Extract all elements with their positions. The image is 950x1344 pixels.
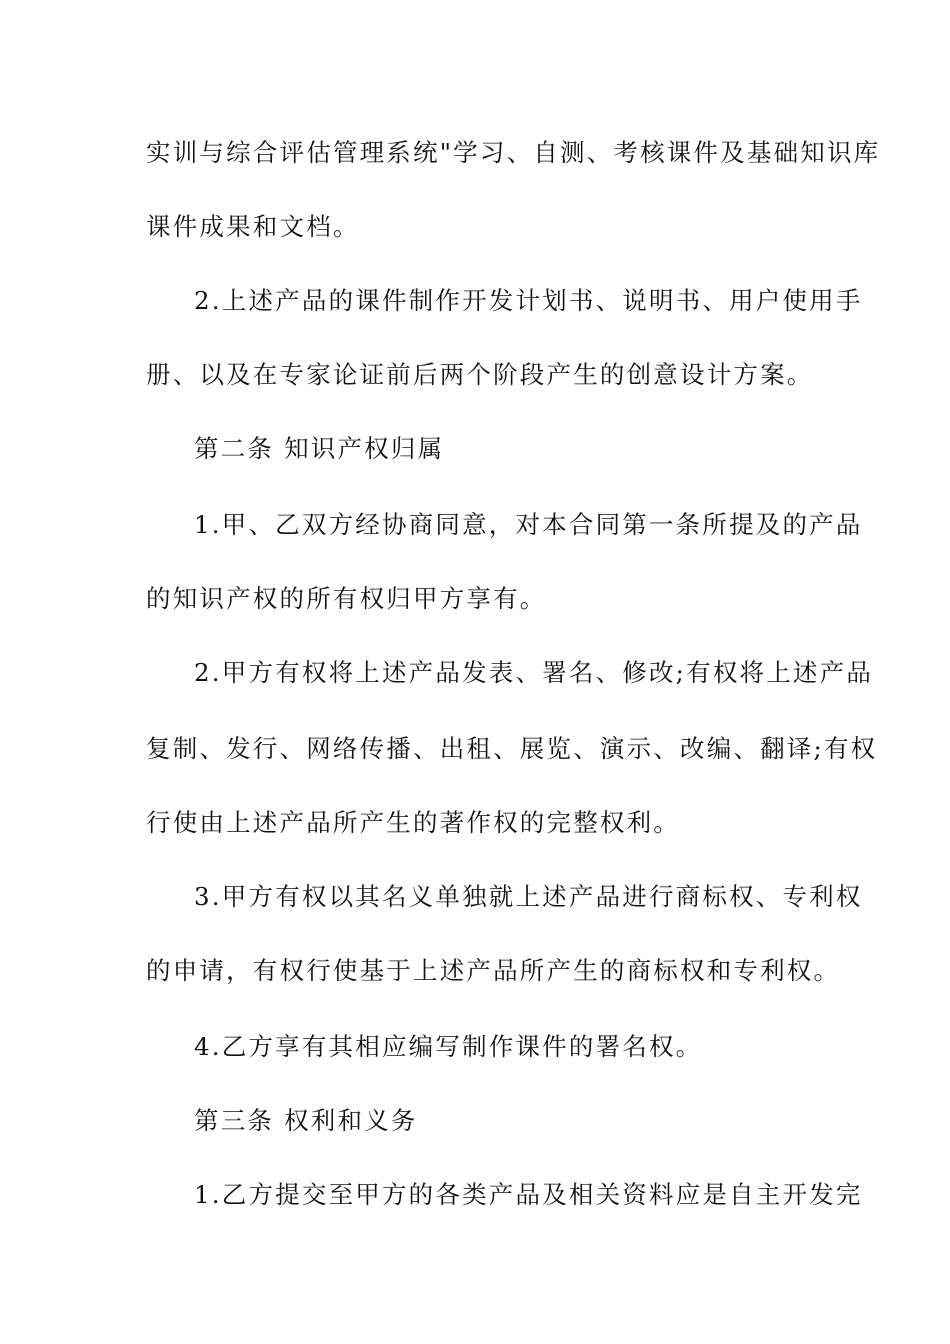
section-heading: 第二条 知识产权归属 bbox=[194, 434, 445, 463]
text-line: 复制、发行、网络传播、出租、展览、演示、改编、翻译;有权 bbox=[146, 734, 878, 763]
text-line: 册、以及在专家论证前后两个阶段产生的创意设计方案。 bbox=[146, 360, 814, 389]
section-heading: 第三条 权利和义务 bbox=[194, 1106, 418, 1135]
text-line: 行使由上述产品所产生的著作权的完整权利。 bbox=[146, 808, 680, 837]
text-line: 的知识产权的所有权归甲方享有。 bbox=[146, 584, 547, 613]
text-line: 实训与综合评估管理系统"学习、自测、考核课件及基础知识库 bbox=[146, 138, 881, 167]
text-line: 课件成果和文档。 bbox=[146, 212, 360, 241]
text-line: 的申请，有权行使基于上述产品所产生的商标权和专利权。 bbox=[146, 956, 841, 985]
paragraph-start: 2.甲方有权将上述产品发表、署名、修改;有权将上述产品 bbox=[194, 658, 874, 687]
paragraph-start: 4.乙方享有其相应编写制作课件的署名权。 bbox=[194, 1032, 703, 1061]
paragraph-start: 1.甲、乙双方经协商同意，对本合同第一条所提及的产品 bbox=[194, 510, 863, 539]
paragraph-start: 1.乙方提交至甲方的各类产品及相关资料应是自主开发完 bbox=[194, 1180, 863, 1209]
paragraph-start: 2.上述产品的课件制作开发计划书、说明书、用户使用手 bbox=[194, 286, 863, 315]
paragraph-start: 3.甲方有权以其名义单独就上述产品进行商标权、专利权 bbox=[194, 882, 863, 911]
